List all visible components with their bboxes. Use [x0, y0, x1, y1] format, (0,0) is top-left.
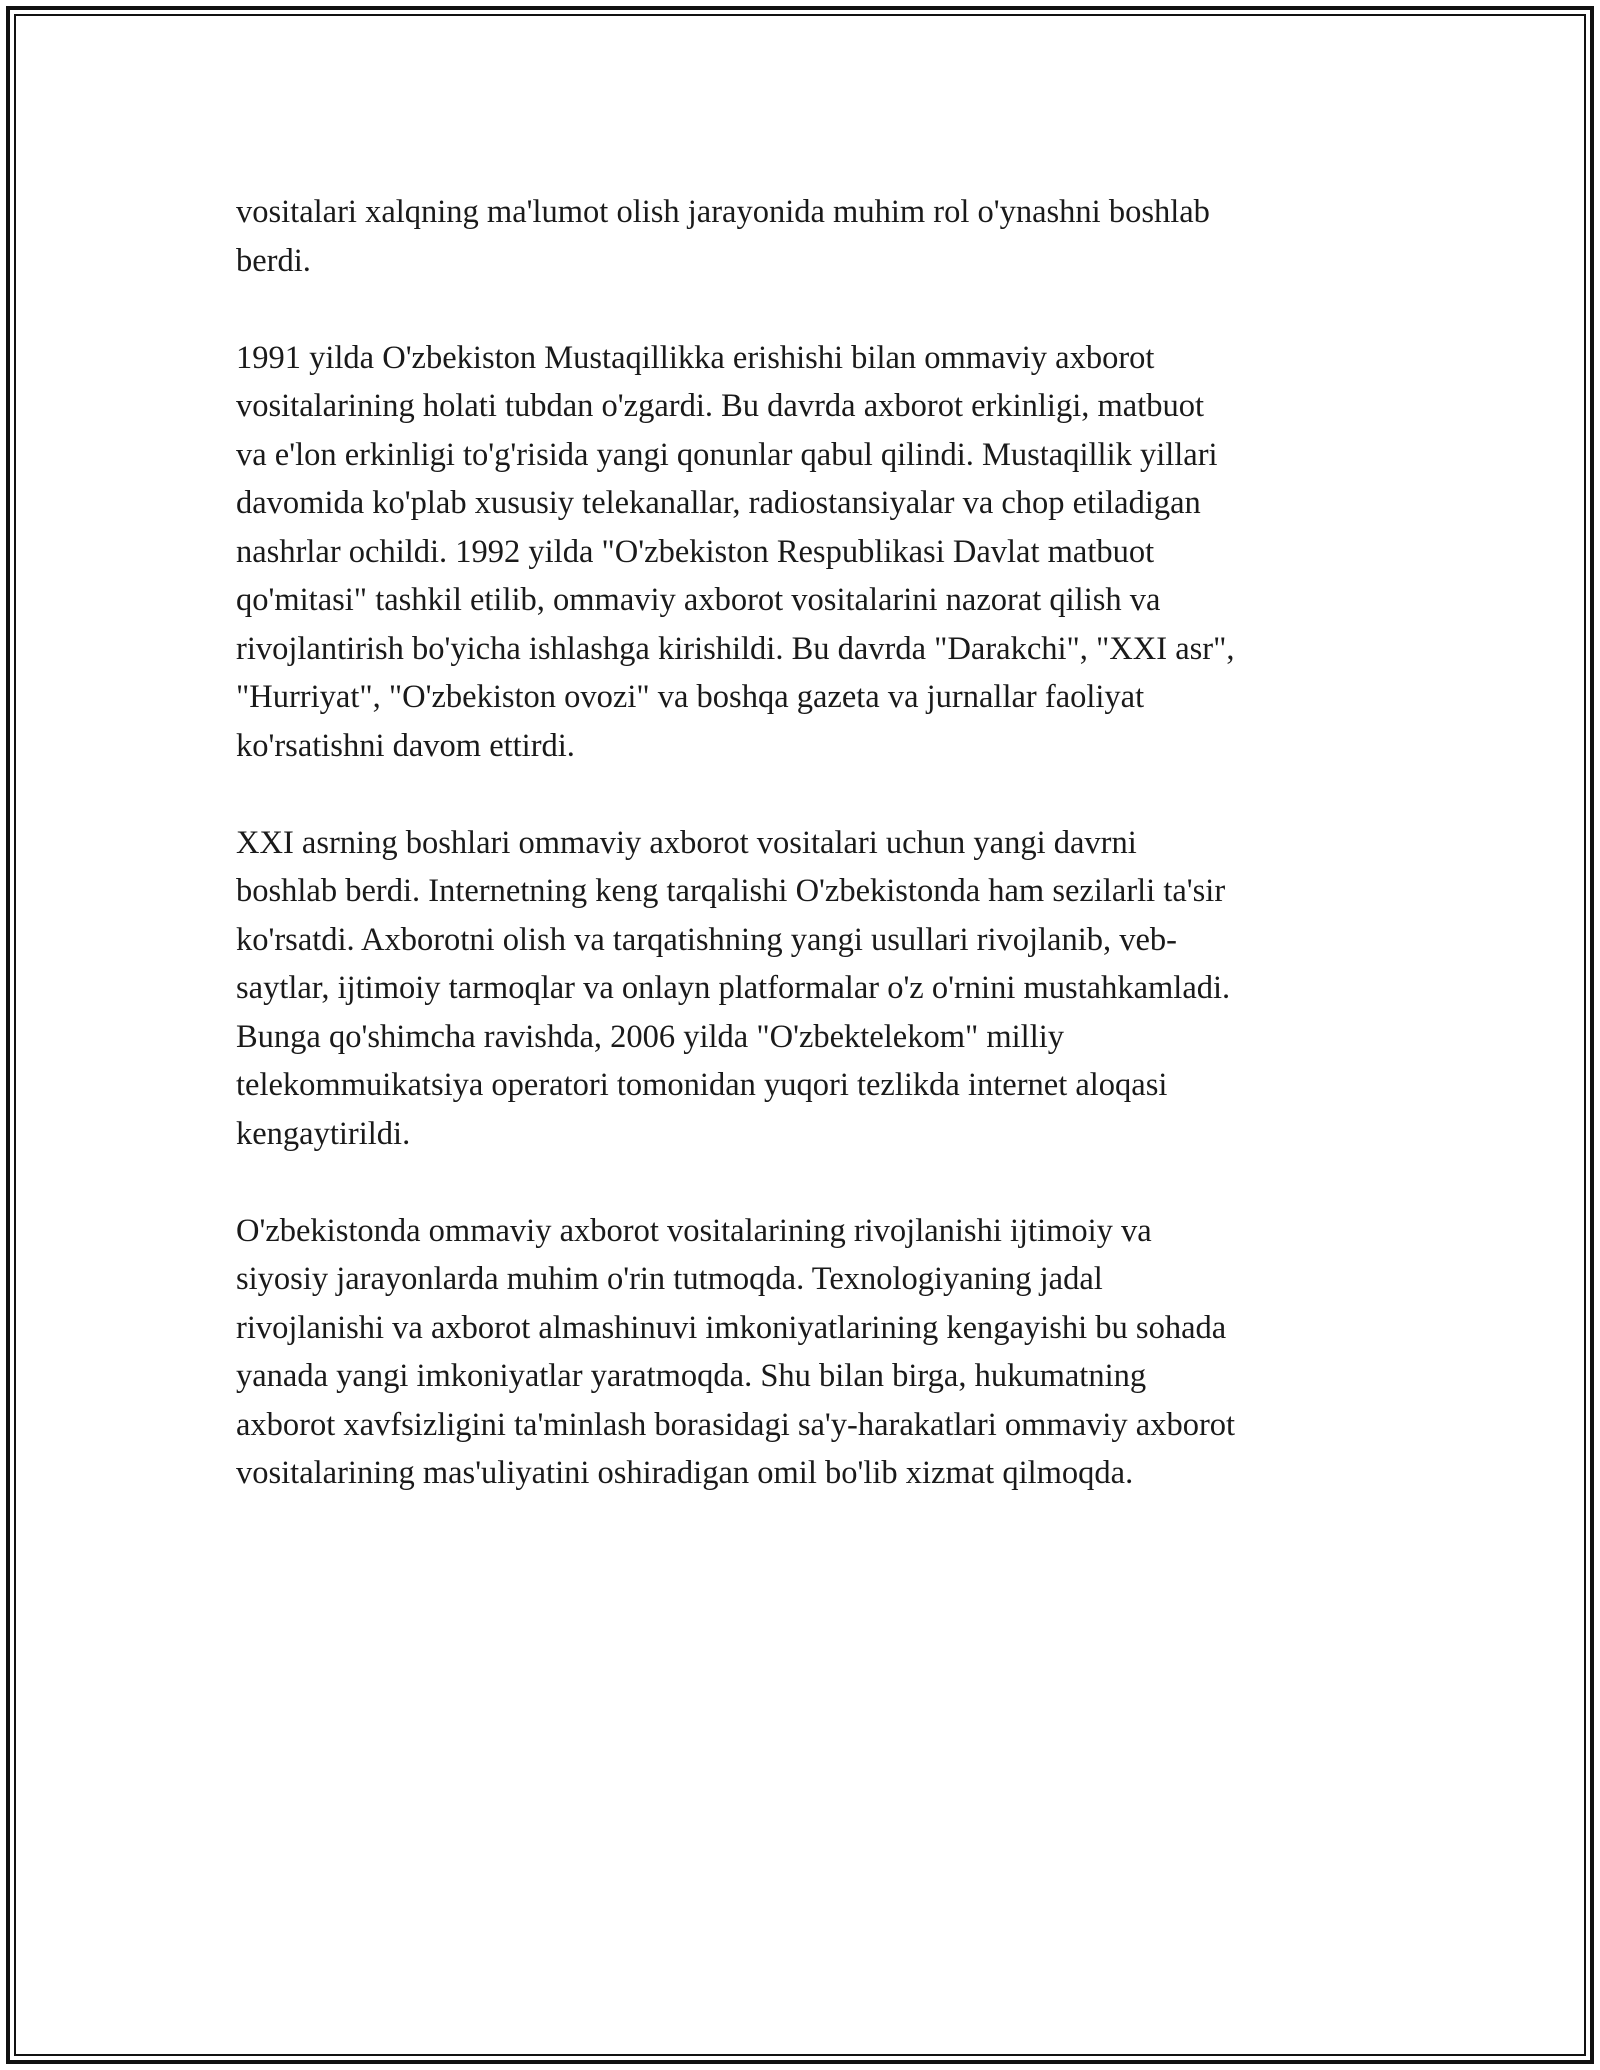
- paragraph-4: O'zbekistonda ommaviy axborot vositalarining rivojlanishi ijtimoiy va siyosiy jarayonlarda muhim o'rin tutmoqda. Texnologiyaning jadal rivojlanishi va axborot almashinuvi imkoniyatlarining kengayishi bu sohada yanada yangi imkoniyatlar yaratmoqda. Shu bilan birga, hukumatning axborot xavfsizligini ta'minlash borasidagi sa'y-harakatlari ommaviy axborot vositalarining mas'uliyatini oshiradigan omil bo'lib xizmat qilmoqda.: [236, 1212, 1236, 1491]
- paragraph-1: vositalari xalqning ma'lumot olish jarayonida muhim rol o'ynashni boshlab berdi.: [236, 194, 1210, 279]
- paragraph-2: 1991 yilda O'zbekiston Mustaqillikka erishishi bilan ommaviy axborot vositalarining holati tubdan o'zgardi. Bu davrda axborot erkinligi, matbuot va e'lon erkinligi to'g'risida yangi qonunlar qabul qilindi. Mustaqillik yillari davomida ko'plab xususiy telekanallar, radiostansiyalar va chop etiladigan nashrlar ochildi. 1992 yilda "O'zbekiston Respublikasi Davlat matbuot qo'mitasi" tashkil etilib, ommaviy axborot vositalarini nazorat qilish va rivojlantirish bo'yicha ishlashga kirishildi. Bu davrda "Darakchi", "XXI asr", "Hurriyat", "O'zbekiston ovozi" va boshqa gazeta va jurnallar faoliyat ko'rsatishni davom ettirdi.: [236, 339, 1235, 764]
- paragraph-3: XXI asrning boshlari ommaviy axborot vositalari uchun yangi davrni boshlab berdi. Internetning keng tarqalishi O'zbekistonda ham sezilarli ta'sir ko'rsatdi. Axborotni olish va tarqatishning yangi usullari rivojlanib, veb- saytlar, ijtimoiy tarmoqlar va onlayn platformalar o'z o'rnini mustahkamladi. Bunga qo'shimcha ravishda, 2006 yilda "O'zbektelekom" milliy telekommuikatsiya operatori tomonidan yuqori tezlikda internet aloqasi kengaytirildi.: [236, 824, 1231, 1152]
- document-body: [236, 188, 1376, 1546]
